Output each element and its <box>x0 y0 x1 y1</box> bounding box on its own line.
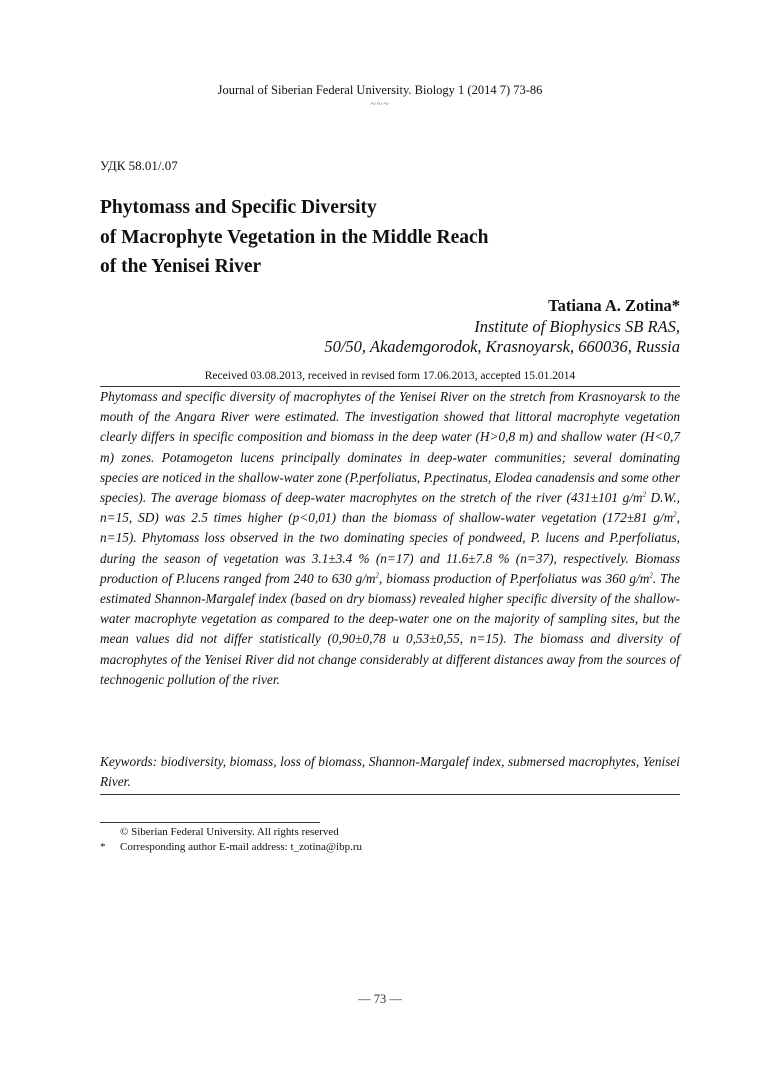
superscript: 2 <box>642 490 647 499</box>
footnote-mark <box>100 825 120 840</box>
paper-title <box>100 193 489 282</box>
received-dates: Received 03.08.2013, received in revised form 17.06.2013, accepted 15.01.2014 <box>204 370 576 382</box>
footnote-text: Corresponding author E-mail address: t_zotina@ibp.ru <box>120 840 362 853</box>
superscript: 2 <box>673 510 677 519</box>
header-ornament: ~~~ <box>370 99 390 110</box>
author-affiliation-2: 50/50, Akademgorodok, Krasnoyarsk, 660036, Russia <box>324 337 680 356</box>
journal-header: Journal of Siberian Federal University. Biology 1 (2014 7) 73-86 <box>217 83 543 97</box>
title-line-3: of the Yenisei River <box>100 256 262 277</box>
superscript: 2 <box>375 571 380 580</box>
title-line-2: of Macrophyte Vegetation in the Middle Reach <box>100 226 489 248</box>
footnote-rule <box>100 822 320 823</box>
udk-code: УДК 58.01/.07 <box>100 158 178 173</box>
abstract-part: D.W., n=15, SD) was 2.5 times higher (p<0,01) than the biomass of shallow-water vegetation (172±81 g/m <box>100 490 680 526</box>
author-affiliation-1: Institute of Biophysics SB RAS, <box>474 317 680 336</box>
abstract-part: , n=15). Phytomass loss observed in the two dominating species of pondweed, P. lucens and P.perfoliatus, during the season of vegetation was 3.1±3.4 % (n=17) and 11.6±7.8 % (n=37), respectively. Biomass production of P.lucens ranged from 240 to 630 g/m <box>100 510 680 586</box>
author-name: Tatiana A. Zotina* <box>548 296 680 315</box>
footnote-copyright <box>100 825 362 840</box>
page-number: — 73 — <box>358 992 402 1006</box>
footnote-mark: * <box>100 840 106 853</box>
abstract <box>100 387 680 690</box>
keywords: Keywords: biodiversity, biomass, loss of biomass, Shannon-Margalef index, submersed macrophytes, Yenisei River. <box>100 754 680 790</box>
abstract-part: , biomass production of P.perfoliatus was 360 g/m <box>379 570 650 586</box>
superscript: 2 <box>649 571 653 580</box>
footnotes <box>100 825 362 854</box>
keywords-bottom-rule <box>100 794 680 795</box>
abstract-part: . The estimated Shannon-Margalef index (based on dry biomass) revealed higher specific diversity of the shallow-water macrophyte vegetation as compared to the deep-water one on the majority of sampling sites, but the mean values did not differ statistically (0,90±0,78 u 0,53±0,55, n=15). The biomass and diversity of macrophytes of the Yenisei River did not change considerably at different distances away from the sources of technogenic pollution of the river. <box>100 570 680 687</box>
author-block <box>324 295 680 357</box>
abstract-part: Phytomass and specific diversity of macrophytes of the Yenisei River on the stretch from Krasnoyarsk to the mouth of the Angara River were estimated. The investigation showed that littoral macrophyte vegetation clearly differs in specific composition and biomass in the deep water (H>0,8 m) and shallow water (H<0,7 m) zones. Potamogeton lucens principally dominates in deep-water communities; several dominating species are noticed in the shallow-water zone (P.perfoliatus, P.pectinatus, Elodea canadensis and some other species). The average biomass of deep-water macrophytes on the stretch of the river (431±101 g/m <box>100 389 680 506</box>
footnote-text: © Siberian Federal University. All rights reserved <box>120 826 339 838</box>
footnote-corresponding-author <box>100 840 362 855</box>
title-line-1: Phytomass and Specific Diversity <box>100 197 377 218</box>
